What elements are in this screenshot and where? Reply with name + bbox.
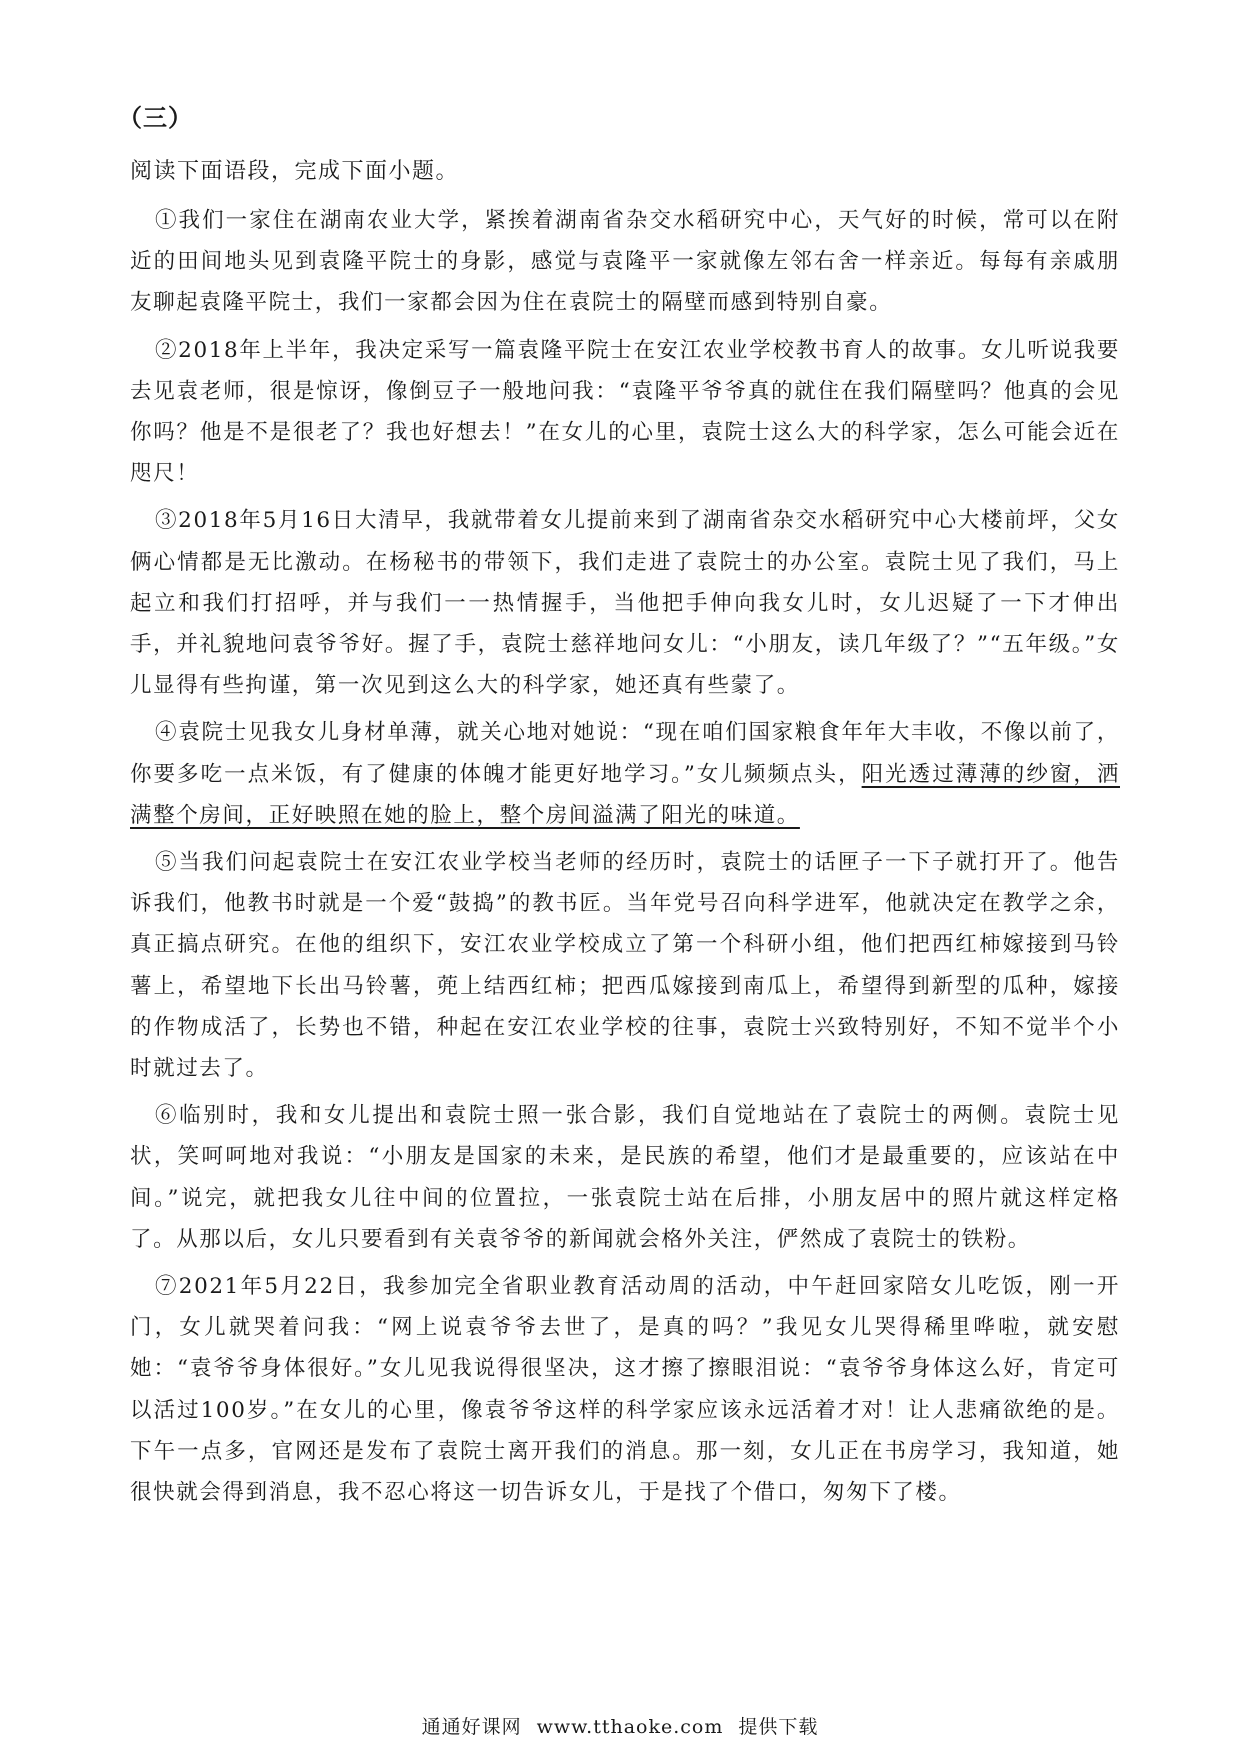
paragraph-4 xyxy=(130,712,1120,836)
paragraph-2 xyxy=(130,330,1120,495)
paragraph-text: ①我们一家住在湖南农业大学，紧挨着湖南省杂交水稻研究中心，天气好的时候，常可以在附近的田间地头见到袁隆平院士的身影，感觉与袁隆平一家就像左邻右舍一样亲近。每每有亲戚朋友聊起袁隆平院士，我们一家都会因为住在袁院士的隔壁而感到特别自豪。 xyxy=(130,208,1120,316)
footer-note: 提供下载 xyxy=(738,1716,819,1738)
footer-site-name: 通通好课网 xyxy=(421,1716,522,1738)
paragraph-text: ⑥临别时，我和女儿提出和袁院士照一张合影，我们自觉地站在了袁院士的两侧。袁院士见状，笑呵呵地对我说：“小朋友是国家的未来，是民族的希望，他们才是最重要的，应该站在中间。”说完，就把我女儿往中间的位置拉，一张袁院士站在后排，小朋友居中的照片就这样定格了。从那以后，女儿只要看到有关袁爷爷的新闻就会格外关注，俨然成了袁院士的铁粉。 xyxy=(130,1103,1120,1252)
paragraph-6 xyxy=(130,1095,1120,1260)
section-title: （三） xyxy=(118,103,193,132)
paragraph-text: ②2018年上半年，我决定采写一篇袁隆平院士在安江农业学校教书育人的故事。女儿听说我要去见袁老师，很是惊讶，像倒豆子一般地问我：“袁隆平爷爷真的就住在我们隔壁吗？他真的会见你吗？他是不是很老了？我也好想去！”在女儿的心里，袁院士这么大的科学家，怎么可能会近在咫尺！ xyxy=(130,337,1120,487)
passage-body xyxy=(130,200,1120,1519)
paragraph-text: ⑤当我们问起袁院士在安江农业学校当老师的经历时，袁院士的话匣子一下子就打开了。他告诉我们，他教书时就是一个爱“鼓捣”的教书匠。当年党号召向科学进军，他就决定在教学之余，真正搞点研究。在他的组织下，安江农业学校成立了第一个科研小组，他们把西红柿嫁接到马铃薯上，希望地下长出马铃薯，蔸上结西红柿；把西瓜嫁接到南瓜上，希望得到新型的瓜种，嫁接的作物成活了，长势也不错，种起在安江农业学校的往事，袁院士兴致特别好，不知不觉半个小时就过去了。 xyxy=(130,850,1120,1082)
paragraph-1 xyxy=(130,200,1120,324)
paragraph-text: ⑦2021年5月22日，我参加完全省职业教育活动周的活动，中午赶回家陪女儿吃饭，刚一开门，女儿就哭着问我：“网上说袁爷爷去世了，是真的吗？”我见女儿哭得稀里哗啦，就安慰她：“袁爷爷身体很好。”女儿见我说得很坚决，这才擦了擦眼泪说：“袁爷爷身体这么好，肯定可以活过100岁。”在女儿的心里，像袁爷爷这样的科学家应该永远活着才对！让人悲痛欲绝的是。下午一点多，官网还是发布了袁院士离开我们的消息。那一刻，女儿正在书房学习，我知道，她很快就会得到消息，我不忍心将这一切告诉女儿，于是找了个借口，匆匆下了楼。 xyxy=(130,1274,1120,1506)
paragraph-text: ④袁院士见我女儿身材单薄，就关心地对她说：“现在咱们国家粮食年年大丰收，不像以前了，你要多吃一点米饭，有了健康的体魄才能更好地学习。”女儿频频点头， xyxy=(130,720,1120,787)
paragraph-3 xyxy=(130,500,1120,706)
underlined-sentence: 阳光透过薄薄的纱窗，洒满整个房间，正好映照在她的脸上，整个房间溢满了阳光的味道。 xyxy=(130,761,1120,828)
page-footer xyxy=(0,1712,1240,1739)
paragraph-7 xyxy=(130,1266,1120,1513)
paragraph-text: ③2018年5月16日大清早，我就带着女儿提前来到了湖南省杂交水稻研究中心大楼前坪，父女俩心情都是无比激动。在杨秘书的带领下，我们走进了袁院士的办公室。袁院士见了我们，马上起立和我们打招呼，并与我们一一热情握手，当他把手伸向我女儿时，女儿迟疑了一下才伸出手，并礼貌地问袁爷爷好。握了手，袁院士慈祥地问女儿：“小朋友，读几年级了？”“五年级。”女儿显得有些拘谨，第一次见到这么大的科学家，她还真有些蒙了。 xyxy=(130,508,1120,699)
reading-instruction: 阅读下面语段，完成下面小题。 xyxy=(130,159,460,184)
paragraph-5 xyxy=(130,842,1120,1089)
footer-url[interactable]: www.tthaoke.com xyxy=(536,1716,724,1738)
